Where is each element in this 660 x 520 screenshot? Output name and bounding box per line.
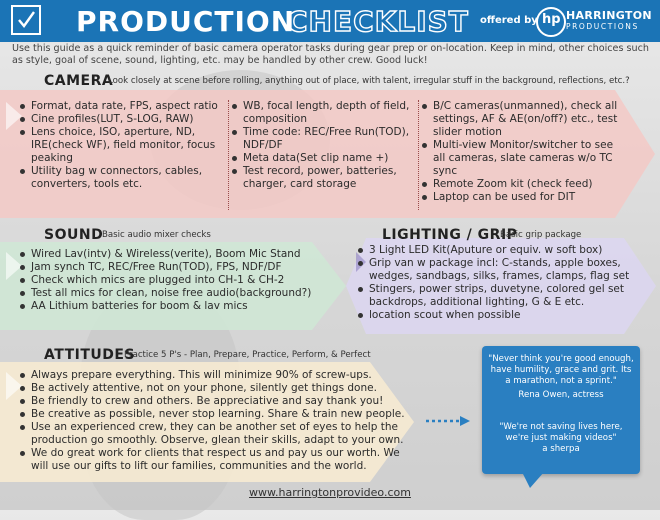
list-item: Grip van w package incl: C-stands, apple boxes, wedges, sandbags, silks, frames, clamps, flag set <box>358 257 634 283</box>
lighting-title: LIGHTING / GRIP <box>382 227 518 243</box>
attitudes-title: ATTITUDES <box>44 347 136 363</box>
list-item: 3 Light LED Kit(Aputure or equiv. w soft box) <box>358 244 634 257</box>
list-item: Be friendly to crew and others. Be appreciative and say thank you! <box>20 395 416 408</box>
list-item: AA Lithium batteries for boom & lav mics <box>20 300 346 313</box>
sound-title: SOUND <box>44 227 104 243</box>
list-item: Format, data rate, FPS, aspect ratio <box>20 100 228 113</box>
brand-name: HARRINGTON <box>566 9 652 22</box>
attitudes-subtitle: Practice 5 P's - Plan, Prepare, Practice, Perform, & Perfect <box>124 350 371 360</box>
list-item: Time code: REC/Free Run(TOD), NDF/DF <box>232 126 412 152</box>
list-item: Jam synch TC, REC/Free Run(TOD), FPS, NDF/DF <box>20 261 346 274</box>
list-item: WB, focal length, depth of field, composition <box>232 100 412 126</box>
page-title-part1: PRODUCTION <box>76 5 296 38</box>
list-item: Remote Zoom kit (check feed) <box>422 178 618 191</box>
quote-2: "We're not saving lives here, we're just making videos" <box>499 422 623 443</box>
brand-logo-letters: hp <box>542 12 561 27</box>
list-item: Always prepare everything. This will minimize 90% of screw-ups. <box>20 369 416 382</box>
list-item: B/C cameras(unmanned), check all settings, AF & AE(on/off?) etc., test slider motion <box>422 100 618 139</box>
website-link[interactable]: www.harringtonprovideo.com <box>249 486 411 499</box>
sound-list <box>20 248 346 313</box>
brand-tagline: PRODUCTIONS <box>566 22 639 31</box>
column-divider <box>228 100 229 210</box>
list-item: Use an experienced crew, they can be another set of eyes to help the production go smoothly. Observe, glean their skills, adapt to your own. <box>20 421 416 447</box>
intro-text: Use this guide as a quick reminder of basic camera operator tasks during gear prep or on-location. Keep in mind, other choices such as style, goal of scene, sound, lighting, etc. may be handled by other crew. Good luck! <box>12 43 649 66</box>
list-item: Cine profiles(LUT, S-LOG, RAW) <box>20 113 228 126</box>
quote-1: "Never think you're good enough, have humility, grace and grit. Its a marathon, not a sprint." <box>488 354 634 386</box>
brand-logo-icon <box>536 7 566 37</box>
attitudes-list <box>20 369 416 473</box>
camera-subtitle: Look closely at scene before rolling, anything out of place, with talent, irregular stuff in the background, reflections, etc.? <box>108 76 630 86</box>
checkbox-logo-icon <box>11 5 41 35</box>
list-item: Be actively attentive, not on your phone, silently get things done. <box>20 382 416 395</box>
camera-list-col3 <box>422 100 618 204</box>
list-item: We do great work for clients that respect us and pay us our worth. We will use our gifts to lift our families, communities and the world. <box>20 447 416 473</box>
column-divider <box>418 100 419 210</box>
list-item: Wired Lav(intv) & Wireless(verite), Boom Mic Stand <box>20 248 346 261</box>
list-item: Lens choice, ISO, aperture, ND, IRE(check WF), field monitor, focus peaking <box>20 126 228 165</box>
camera-title: CAMERA <box>44 73 114 89</box>
quote-2-author: a sherpa <box>542 444 580 454</box>
list-item: Laptop can be used for DIT <box>422 191 618 204</box>
offered-by-label: offered by <box>480 15 538 26</box>
list-item: location scout when possible <box>358 309 634 322</box>
quote-box <box>482 346 640 474</box>
list-item: Stingers, power strips, duvetyne, colored gel set backdrops, additional lighting, G & E etc. <box>358 283 634 309</box>
lighting-list <box>358 244 634 322</box>
camera-list-col2 <box>232 100 412 191</box>
header-banner <box>0 0 660 42</box>
list-item: Be creative as possible, never stop learning. Share & train new people. <box>20 408 416 421</box>
list-item: Utility bag w connectors, cables, converters, tools etc. <box>20 165 228 191</box>
sound-subtitle: Basic audio mixer checks <box>102 230 211 240</box>
camera-list-col1 <box>20 100 228 191</box>
quote-1-author: Rena Owen, actress <box>518 390 604 400</box>
dotted-arrow-icon <box>426 416 470 426</box>
list-item: Test record, power, batteries, charger, card storage <box>232 165 412 191</box>
list-item: Check which mics are plugged into CH-1 & CH-2 <box>20 274 346 287</box>
list-item: Test all mics for clean, noise free audio(background?) <box>20 287 346 300</box>
page-title-part2: CHECKLIST <box>287 5 469 38</box>
list-item: Multi-view Monitor/switcher to see all cameras, slate cameras w/o TC sync <box>422 139 618 178</box>
list-item: Meta data(Set clip name +) <box>232 152 412 165</box>
lighting-subtitle: Basic grip package <box>500 230 582 240</box>
